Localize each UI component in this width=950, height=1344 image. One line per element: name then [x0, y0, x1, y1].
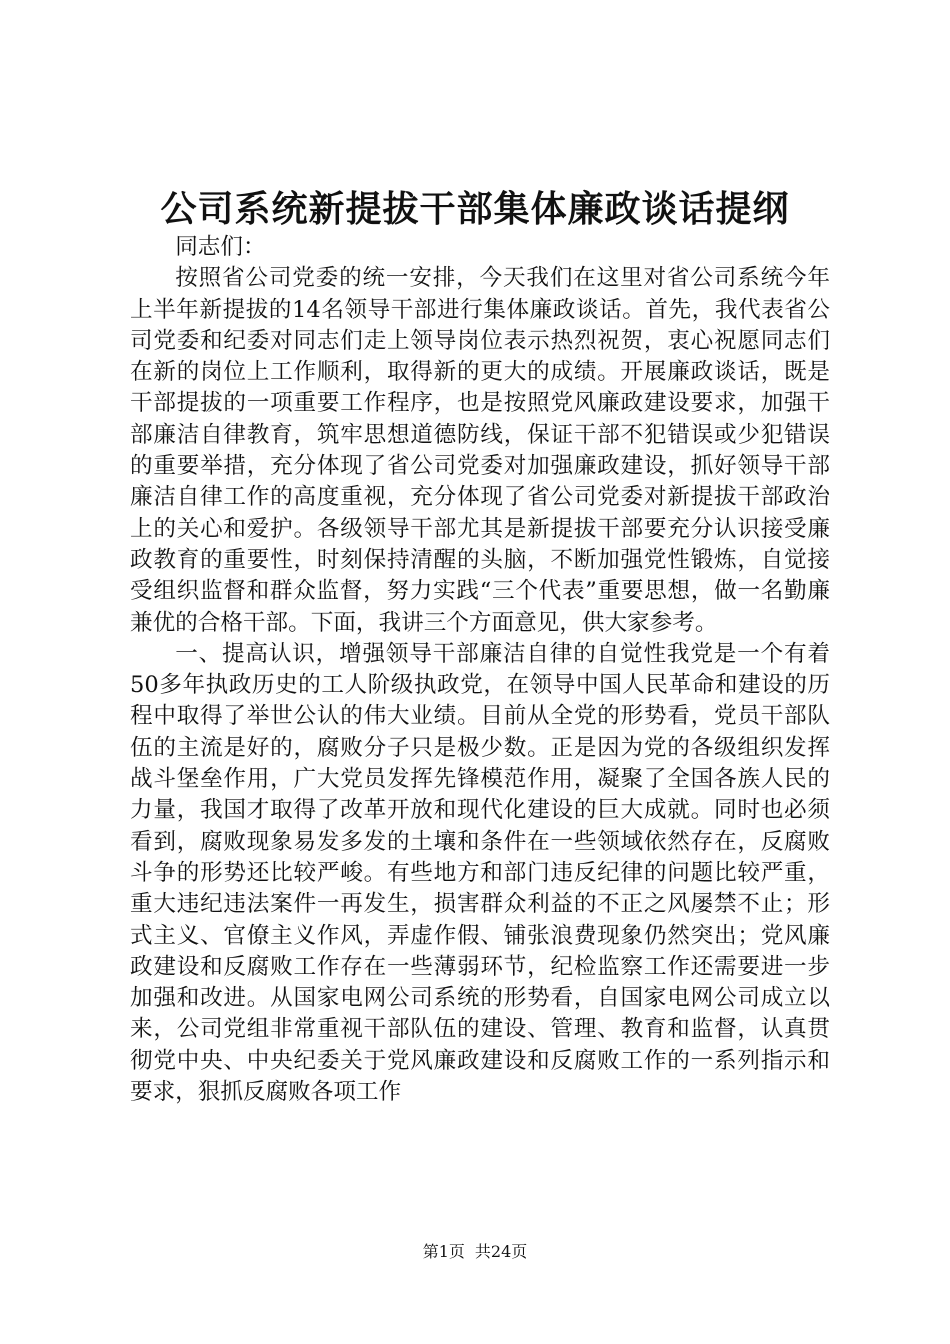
section-one-paragraph: 一、提高认识，增强领导干部廉洁自律的自觉性我党是一个有着50多年执政历史的工人阶级执政党，在领导中国人民革命和建设的历程中取得了举世公认的伟大业绩。目前从全党的形势看，党员干部队伍的主流是好的，腐败分子只是极少数。正是因为党的各级组织发挥战斗堡垒作用，广大党员发挥先锋模范作用，凝聚了全国各族人民的力量，我国才取得了改革开放和现代化建设的巨大成就。同时也必须看到，腐败现象易发多发的土壤和条件在一些领域依然存在，反腐败斗争的形势还比较严峻。有些地方和部门违反纪律的问题比较严重，重大违纪违法案件一再发生，损害群众利益的不正之风屡禁不止；形式主义、官僚主义作风，弄虚作假、铺张浪费现象仍然突出；党风廉政建设和反腐败工作存在一些薄弱环节，纪检监察工作还需要进一步加强和改进。从国家电网公司系统的形势看，自国家电网公司成立以来，公司党组非常重视干部队伍的建设、管理、教育和监督，认真贯彻党中央、中央纪委关于党风廉政建设和反腐败工作的一系列指示和要求，狠抓反腐败各项工作 [130, 640, 830, 1106]
page-number: 第1页 [422, 1242, 465, 1261]
salutation-paragraph: 同志们： [175, 234, 266, 260]
page-footer [0, 1240, 950, 1264]
document-title: 公司系统新提拔干部集体廉政谈话提纲 [160, 188, 790, 230]
document-body [130, 232, 830, 1108]
intro-paragraph: 按照省公司党委的统一安排，今天我们在这里对省公司系统今年上半年新提拔的14名领导干部进行集体廉政谈话。首先，我代表省公司党委和纪委对同志们走上领导岗位表示热烈祝贺，衷心祝愿同志们在新的岗位上工作顺利，取得新的更大的成绩。开展廉政谈话，既是干部提拔的一项重要工作程序，也是按照党风廉政建设要求，加强干部廉洁自律教育，筑牢思想道德防线，保证干部不犯错误或少犯错误的重要举措，充分体现了省公司党委对加强廉政建设，抓好领导干部廉洁自律工作的高度重视，充分体现了省公司党委对新提拔干部政治上的关心和爱护。各级领导干部尤其是新提拔干部要充分认识接受廉政教育的重要性，时刻保持清醒的头脑，不断加强党性锻炼，自觉接受组织监督和群众监督，努力实践“三个代表”重要思想，做一名勤廉兼优的合格干部。下面，我讲三个方面意见，供大家参考。 [130, 265, 830, 636]
page-total: 共24页 [474, 1242, 528, 1261]
